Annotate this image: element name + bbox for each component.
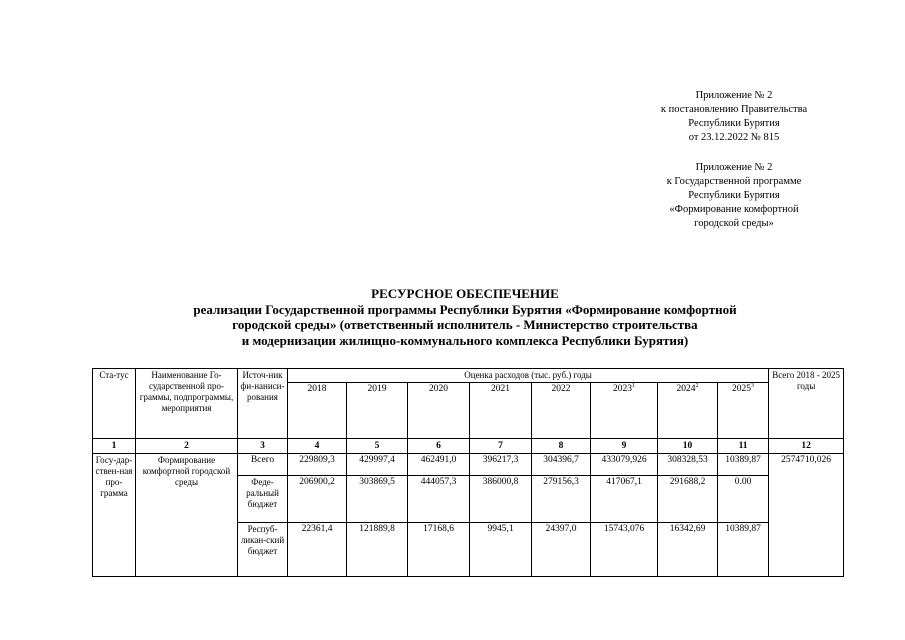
heading-subtitle-line: и модернизации жилищно-коммунального комплекса Республики Бурятия) bbox=[241, 332, 689, 348]
header-status: Ста-тус bbox=[93, 369, 136, 439]
header-year: 2023$^1$ bbox=[591, 383, 658, 439]
appendix-line: «Формирование комфортной bbox=[669, 204, 799, 215]
column-number-row bbox=[93, 439, 844, 454]
value-cell: 304396,7 bbox=[532, 454, 591, 476]
column-number: 9 bbox=[591, 439, 658, 454]
value-cell: 291688,2 bbox=[658, 476, 718, 523]
value-cell: 417067,1 bbox=[591, 476, 658, 523]
column-number: 3 bbox=[238, 439, 288, 454]
value-cell: 206900,2 bbox=[288, 476, 347, 523]
value-cell: 386000,8 bbox=[470, 476, 532, 523]
footnote-mark: 1 bbox=[632, 382, 635, 389]
value-cell: 303869,5 bbox=[347, 476, 408, 523]
value-cell: 17168,6 bbox=[408, 523, 470, 577]
header-year: 2020 bbox=[408, 383, 470, 439]
heading-title: РЕСУРСНОЕ ОБЕСПЕЧЕНИЕ bbox=[371, 286, 559, 301]
appendix-line: к Государственной программе bbox=[666, 176, 802, 187]
value-cell: 444057,3 bbox=[408, 476, 470, 523]
value-cell: 121889,8 bbox=[347, 523, 408, 577]
value-cell: 429997,4 bbox=[347, 454, 408, 476]
header-estimate: Оценка расходов (тыс. руб.) годы bbox=[288, 369, 769, 383]
total-cell: 2574710,026 bbox=[769, 454, 844, 577]
document-heading bbox=[120, 286, 810, 348]
value-cell: 10389,87 bbox=[718, 523, 769, 577]
column-number: 6 bbox=[408, 439, 470, 454]
header-year: 2019 bbox=[347, 383, 408, 439]
column-number: 5 bbox=[347, 439, 408, 454]
column-number: 1 bbox=[93, 439, 136, 454]
appendix-line: к постановлению Правительства bbox=[660, 104, 808, 115]
header-name: Наименование Го-сударственной про-граммы, подпрограммы, мероприятия bbox=[136, 369, 238, 439]
value-cell: 15743,076 bbox=[591, 523, 658, 577]
status-cell: Госу-дар-ствен-ная про-грамма bbox=[93, 454, 136, 577]
value-cell: 308328,53 bbox=[658, 454, 718, 476]
header-total: Всего 2018 - 2025 годы bbox=[769, 369, 844, 439]
footnote-mark: 2 bbox=[695, 382, 699, 389]
value-cell: 229809,3 bbox=[288, 454, 347, 476]
value-cell: 24397,0 bbox=[532, 523, 591, 577]
appendix-line: городской среды» bbox=[694, 218, 774, 229]
table-header-row bbox=[93, 369, 844, 383]
value-cell: 22361,4 bbox=[288, 523, 347, 577]
appendix-line: Республики Бурятия bbox=[688, 118, 780, 129]
value-cell: 462491,0 bbox=[408, 454, 470, 476]
resource-table bbox=[92, 368, 844, 577]
heading-subtitle-line: городской среды» (ответственный исполнитель - Министерство строительства bbox=[232, 317, 698, 332]
value-cell: 396217,3 bbox=[470, 454, 532, 476]
column-number: 2 bbox=[136, 439, 238, 454]
column-number: 4 bbox=[288, 439, 347, 454]
value-cell: 0.00 bbox=[718, 476, 769, 523]
value-cell: 433079,926 bbox=[591, 454, 658, 476]
header-source: Источ-ник фи-наниси-рования bbox=[238, 369, 288, 439]
column-number: 12 bbox=[769, 439, 844, 454]
column-number: 8 bbox=[532, 439, 591, 454]
appendix-line: Республики Бурятия bbox=[688, 190, 780, 201]
header-year: 2018 bbox=[288, 383, 347, 439]
appendix-line: Приложение № 2 bbox=[695, 162, 773, 173]
value-cell: 10389,87 bbox=[718, 454, 769, 476]
source-cell: Всего bbox=[238, 454, 288, 476]
header-year: 2022 bbox=[532, 383, 591, 439]
footnote-mark: 3 bbox=[751, 382, 755, 389]
value-cell: 279156,3 bbox=[532, 476, 591, 523]
header-year: 2021 bbox=[470, 383, 532, 439]
program-name-cell: Формирование комфортной городской среды bbox=[136, 454, 238, 577]
appendix-note-resolution bbox=[632, 89, 836, 145]
value-cell: 9945,1 bbox=[470, 523, 532, 577]
column-number: 7 bbox=[470, 439, 532, 454]
column-number: 10 bbox=[658, 439, 718, 454]
source-cell: Респуб-ликан-ский бюджет bbox=[238, 523, 288, 577]
value-cell: 16342,69 bbox=[658, 523, 718, 577]
appendix-note-program bbox=[632, 161, 836, 231]
table-row bbox=[93, 454, 844, 476]
header-year: 2025$^3$ bbox=[718, 383, 769, 439]
header-year: 2024$^2$ bbox=[658, 383, 718, 439]
source-cell: Феде-ральный бюджет bbox=[238, 476, 288, 523]
column-number: 11 bbox=[718, 439, 769, 454]
appendix-line: от 23.12.2022 № 815 bbox=[688, 132, 780, 143]
heading-subtitle-line: реализации Государственной программы Республики Бурятия «Формирование комфортной bbox=[193, 301, 737, 317]
appendix-line: Приложение № 2 bbox=[695, 90, 773, 101]
